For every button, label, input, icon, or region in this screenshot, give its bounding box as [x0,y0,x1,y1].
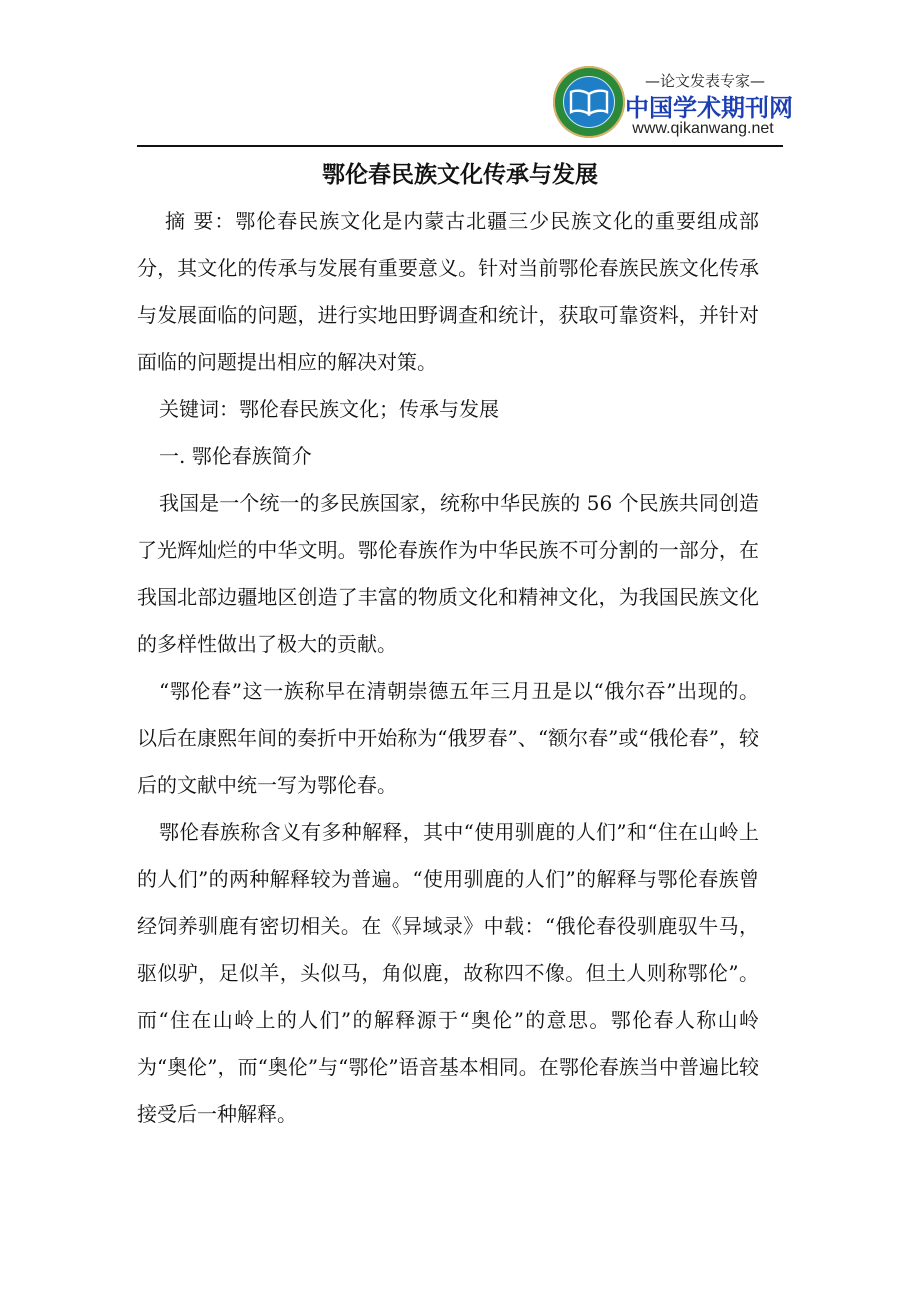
site-logo[interactable] [553,66,793,142]
body-paragraph: 我国是一个统一的多民族国家，统称中华民族的 56 个民族共同创造了光辉灿烂的中华文明。鄂伦春族作为中华民族不可分割的一部分，在我国北部边疆地区创造了丰富的物质文化和精神文化，为我国民族文化的多样性做出了极大的贡献。 [137,491,759,656]
body-paragraph: 鄂伦春族称含义有多种解释，其中“使用驯鹿的人们”和“住在山岭上的人们”的两种解释较为普遍。“使用驯鹿的人们”的解释与鄂伦春族曾经饲养驯鹿有密切相关。在《异域录》中载：“俄伦春役驯鹿驭牛马，驱似驴，足似羊，头似马，角似鹿，故称四不像。但土人则称鄂伦”。而“住在山岭上的人们”的解释源于“奥伦”的意思。鄂伦春人称山岭为“奥伦”，而“奥伦”与“鄂伦”语音基本相同。在鄂伦春族当中普遍比较接受后一种解释。 [137,820,759,1126]
header-divider [137,145,783,147]
logo-url[interactable]: www.qikanwang.net [632,120,774,137]
keywords-line: 关键词：鄂伦春民族文化；传承与发展 [159,397,499,421]
open-book-emblem-icon [553,66,625,138]
abstract-paragraph: 摘 要：鄂伦春民族文化是内蒙古北疆三少民族文化的重要组成部分，其文化的传承与发展有重要意义。针对当前鄂伦春族民族文化传承与发展面临的问题，进行实地田野调查和统计，获取可靠资料，并针对面临的问题提出相应的解决对策。 [137,209,759,374]
logo-tagline: —论文发表专家— [644,72,765,90]
book-icon [569,88,609,116]
document-body [137,198,759,1138]
body-paragraph: “鄂伦春”这一族称早在清朝崇德五年三月丑是以“俄尔吞”出现的。以后在康熙年间的奏折中开始称为“俄罗春”、“额尔春”或“俄伦春”，较后的文献中统一写为鄂伦春。 [137,679,759,797]
section-heading: 一. 鄂伦春族简介 [159,444,312,468]
document-title: 鄂伦春民族文化传承与发展 [322,162,598,188]
logo-site-name: 中国学术期刊网 [625,94,793,122]
